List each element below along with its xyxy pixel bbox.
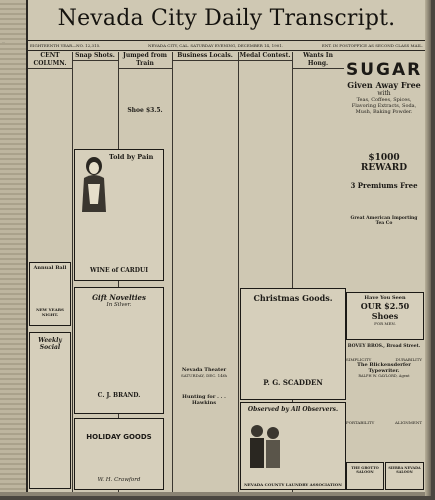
sugar-company: Great American Importing Tea Co bbox=[350, 216, 418, 226]
column-1-heading: CENT COLUMN. bbox=[28, 52, 72, 69]
typewriter-bl: PORTABILITY bbox=[346, 420, 375, 425]
typewriter-agent: RALPH W. GAYLORD, Agent bbox=[358, 374, 410, 378]
dateline-bar bbox=[28, 40, 425, 51]
bovey-text: BOVEY BROS., Broad Street. bbox=[347, 344, 421, 349]
sugar-premium: 3 Premiums Free bbox=[350, 181, 418, 190]
christmas-goods-ad bbox=[240, 288, 346, 400]
christmas-goods-title: Christmas Goods. bbox=[253, 293, 333, 303]
column-1 bbox=[28, 52, 73, 492]
told-by-pain-ad bbox=[74, 149, 164, 281]
nevada-saloon-title: SIERRA NEVADA SALOON bbox=[388, 466, 421, 474]
typewriter-right: DURABILITY bbox=[395, 357, 422, 362]
shoes-big: OUR $2.50 Shoes bbox=[360, 301, 410, 321]
column-3-heading: Jumped from Train bbox=[118, 52, 172, 69]
dateline-center: NEVADA CITY, CAL. SATURDAY EVENING, DECEMBER 14, 1901. bbox=[148, 43, 284, 48]
woman-illustration bbox=[79, 154, 109, 214]
column-4 bbox=[172, 52, 239, 492]
typewriter-left: SIMPLICITY bbox=[346, 357, 372, 362]
column-6-heading: Wants In Hong. bbox=[292, 52, 344, 69]
column-5-heading: Medal Contest. bbox=[239, 52, 291, 59]
annual-ball-ad bbox=[29, 262, 71, 326]
newspaper-sheet bbox=[28, 0, 425, 496]
gift-novelties-title: Gift Novelties bbox=[92, 293, 146, 302]
sugar-ad bbox=[346, 60, 422, 248]
typewriter-br: ALIGNMENT bbox=[394, 420, 422, 425]
couple-illustration bbox=[245, 423, 285, 469]
nevada-theater-hunting: Hunting for . . . Hawkins bbox=[182, 394, 226, 406]
nevada-theater-line: SATURDAY, DEC. 14th bbox=[181, 373, 227, 378]
holiday-goods-ad bbox=[74, 418, 164, 490]
masthead-title: Nevada City Daily Transcript. bbox=[57, 6, 396, 31]
dateline-right: ENT. IN POSTOFFICE AS SECOND CLASS MAIL. bbox=[321, 43, 423, 48]
shoe-ad: Shoe $3.5. bbox=[127, 107, 163, 114]
sugar-subtitle: Given Away Free bbox=[347, 80, 421, 90]
holiday-goods-title: HOLIDAY GOODS bbox=[86, 433, 152, 441]
page-bottom-edge bbox=[0, 492, 431, 496]
sugar-title: SUGAR bbox=[346, 60, 422, 80]
grotto-saloon-ad bbox=[346, 462, 384, 490]
weekly-social-ad bbox=[29, 332, 71, 489]
sugar-reward: $1000 REWARD bbox=[360, 153, 408, 173]
observed-title: Observed by All Observers. bbox=[247, 406, 339, 413]
column-7 bbox=[346, 52, 425, 492]
shoes-title: Have You Seen bbox=[364, 295, 406, 301]
columns-area bbox=[28, 52, 425, 492]
typewriter-ad bbox=[346, 357, 422, 427]
dateline-left: EIGHTEENTH YEAR—NO. 12,315. bbox=[30, 43, 101, 48]
christmas-goods-name: P. G. SCADDEN bbox=[263, 378, 323, 387]
nevada-theater-title: Nevada Theater bbox=[181, 367, 227, 373]
typewriter-title: The Blickensderfer Typewriter. bbox=[357, 362, 411, 374]
adjacent-page-binding: ... bbox=[0, 0, 28, 496]
laundry-title: NEVADA COUNTY LAUNDRY ASSOCIATION bbox=[244, 482, 342, 487]
column-4-heading: Business Locals. bbox=[172, 52, 238, 61]
gift-novelties-ad bbox=[74, 287, 164, 414]
gift-novelties-subtitle: In Silver. bbox=[106, 302, 132, 308]
nevada-saloon-ad bbox=[385, 462, 424, 490]
sugar-with: with bbox=[377, 90, 391, 97]
annual-ball-title: Annual Ball bbox=[33, 265, 67, 271]
weekly-social-title: Weekly Social bbox=[38, 337, 62, 351]
annual-ball-line: NEW YEARS NIGHT. bbox=[36, 307, 64, 317]
column-2-heading: Snap Shots. bbox=[72, 52, 118, 61]
holiday-goods-name: W. H. Crawford bbox=[97, 477, 141, 483]
nevada-theater-ad bbox=[174, 367, 234, 406]
told-by-pain-title: Told by Pain bbox=[109, 153, 154, 161]
sugar-items: Teas, Coffees, Spices, Flavoring Extracts, Soda, Mush, Baking Powder. bbox=[351, 97, 417, 115]
observed-ad bbox=[240, 402, 346, 490]
gift-novelties-name: C. J. BRAND. bbox=[97, 392, 141, 399]
shoes-sub: FOR MEN. bbox=[374, 321, 396, 326]
wine-of-cardui-text: WINE of CARDUI bbox=[89, 267, 149, 274]
grotto-title: THE GROTTO SALOON bbox=[351, 466, 379, 474]
shoes-ad bbox=[346, 292, 424, 340]
